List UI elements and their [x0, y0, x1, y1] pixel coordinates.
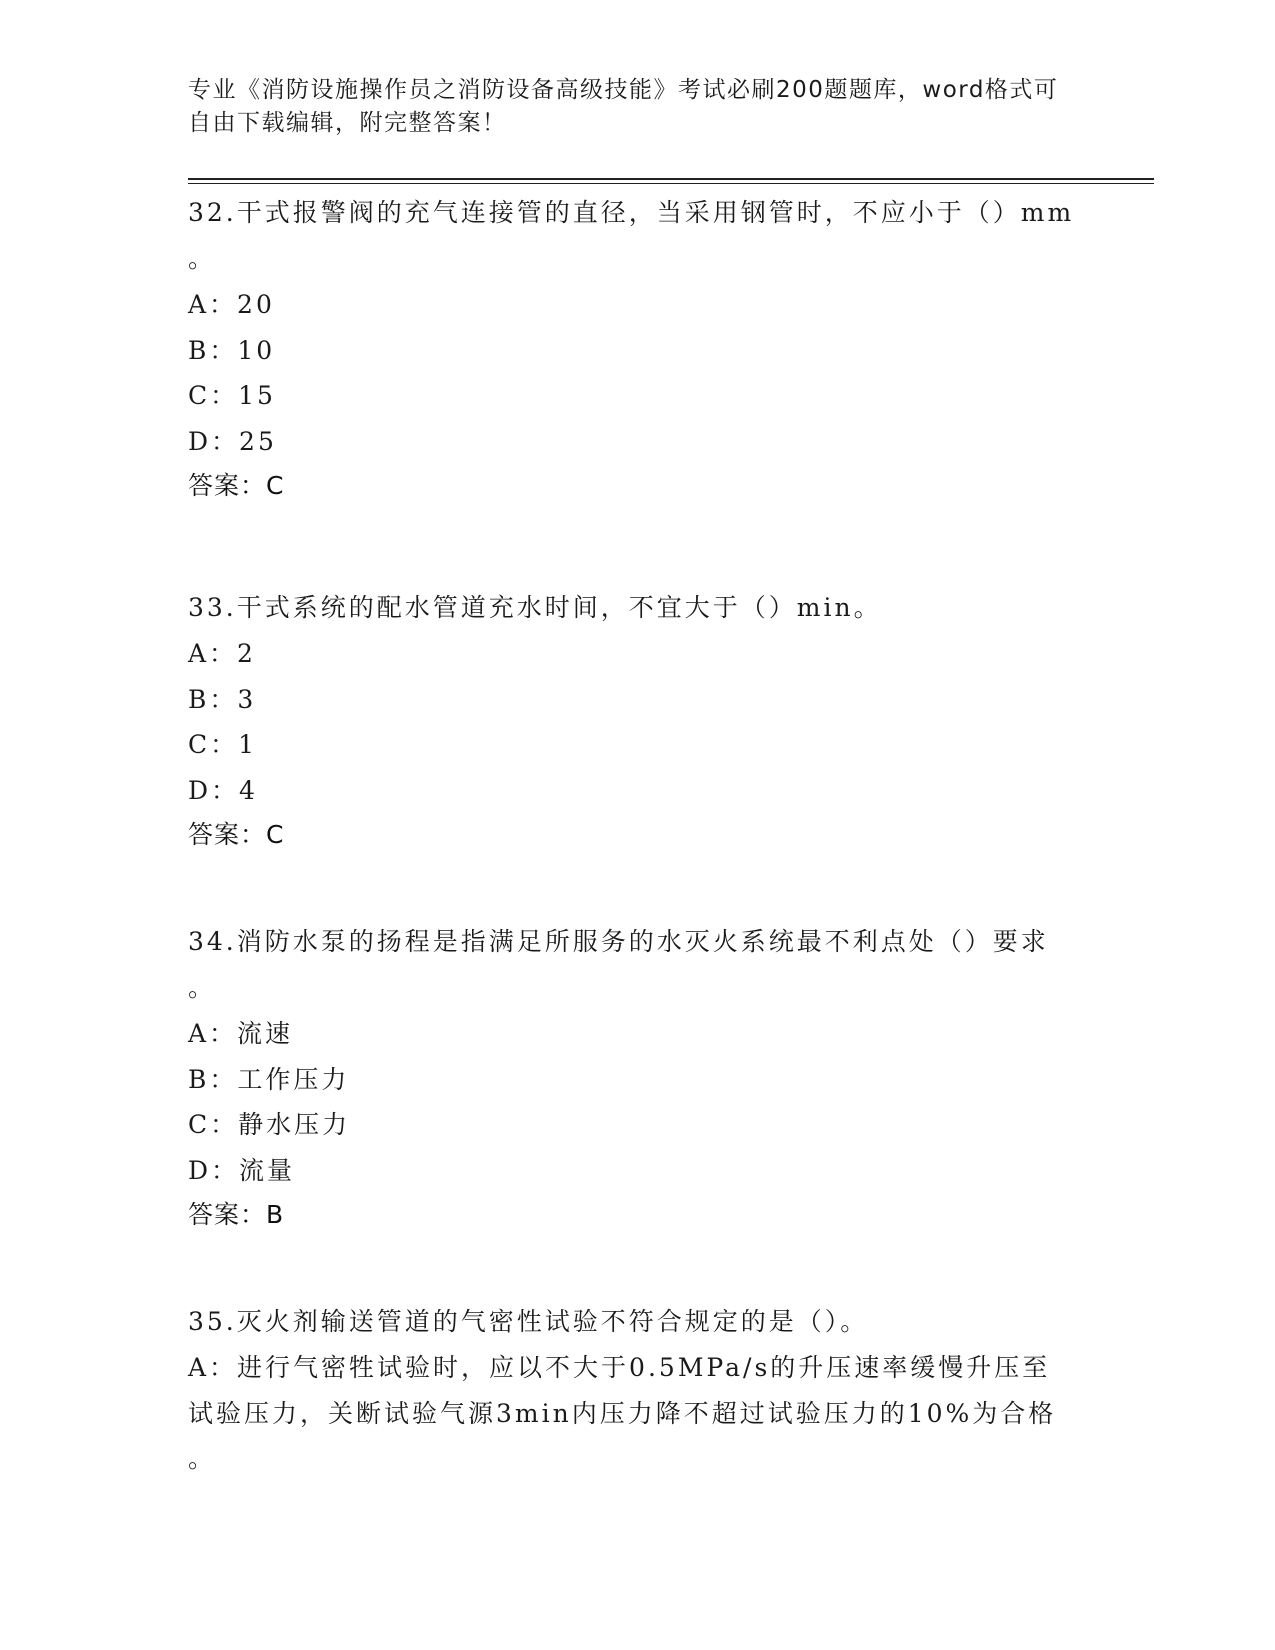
option-a: A：2 [188, 639, 256, 668]
option-a-line-1: A：进行气密牲试验时，应以不大于0.5MPa/s的升压速率缓慢升压至 [188, 1353, 1051, 1382]
question-stem: 33.干式系统的配水管道充水时间，不宜大于（）min。 [188, 593, 882, 622]
option-b: B：10 [188, 335, 276, 365]
option-d: D：25 [188, 426, 277, 456]
option-d: D：流量 [188, 1155, 296, 1185]
question-stem: 32.干式报警阀的充气连接管的直径，当采用钢管时，不应小于（）mm [188, 198, 1075, 227]
question-33 [188, 585, 1088, 857]
question-stem: 34.消防水泵的扬程是指满足所服务的水灭火系统最不利点处（）要求 [188, 927, 1049, 956]
question-stem: 35.灭火剂输送管道的气密性试验不符合规定的是（）。 [188, 1307, 869, 1336]
option-b: B：3 [188, 684, 257, 714]
option-b: B：工作压力 [188, 1064, 350, 1094]
question-spacer [188, 857, 1088, 919]
header-divider-thin [188, 183, 1154, 184]
option-c: C：静水压力 [188, 1110, 351, 1139]
option-d: D：4 [188, 775, 258, 805]
header-line-1: 专业《消防设施操作员之消防设备高级技能》考试必刷200题题库，word格式可 [188, 77, 1059, 103]
question-stem-continuation: 。 [188, 244, 217, 273]
question-spacer [188, 1237, 1088, 1299]
answer: 答案：B [188, 1200, 285, 1229]
question-34 [188, 919, 1088, 1237]
answer: 答案：C [188, 471, 285, 500]
option-a-line-2: 试验压力，关断试验气源3min内压力降不超过试验压力的10%为合格 [188, 1398, 1057, 1428]
question-spacer [188, 508, 1088, 585]
option-a-line-3: 。 [188, 1444, 217, 1473]
option-c: C：1 [188, 730, 258, 759]
option-a: A：流速 [188, 1019, 294, 1048]
option-c: C：15 [188, 381, 276, 410]
header-line-2: 自由下载编辑，附完整答案！ [188, 110, 507, 136]
header-divider-thick [188, 178, 1154, 180]
option-a: A：20 [188, 290, 275, 319]
question-32 [188, 190, 1088, 508]
question-list [188, 190, 1088, 1482]
question-stem-continuation: 。 [188, 973, 217, 1002]
answer: 答案：C [188, 820, 285, 849]
document-header [188, 74, 1068, 140]
question-35 [188, 1299, 1088, 1482]
